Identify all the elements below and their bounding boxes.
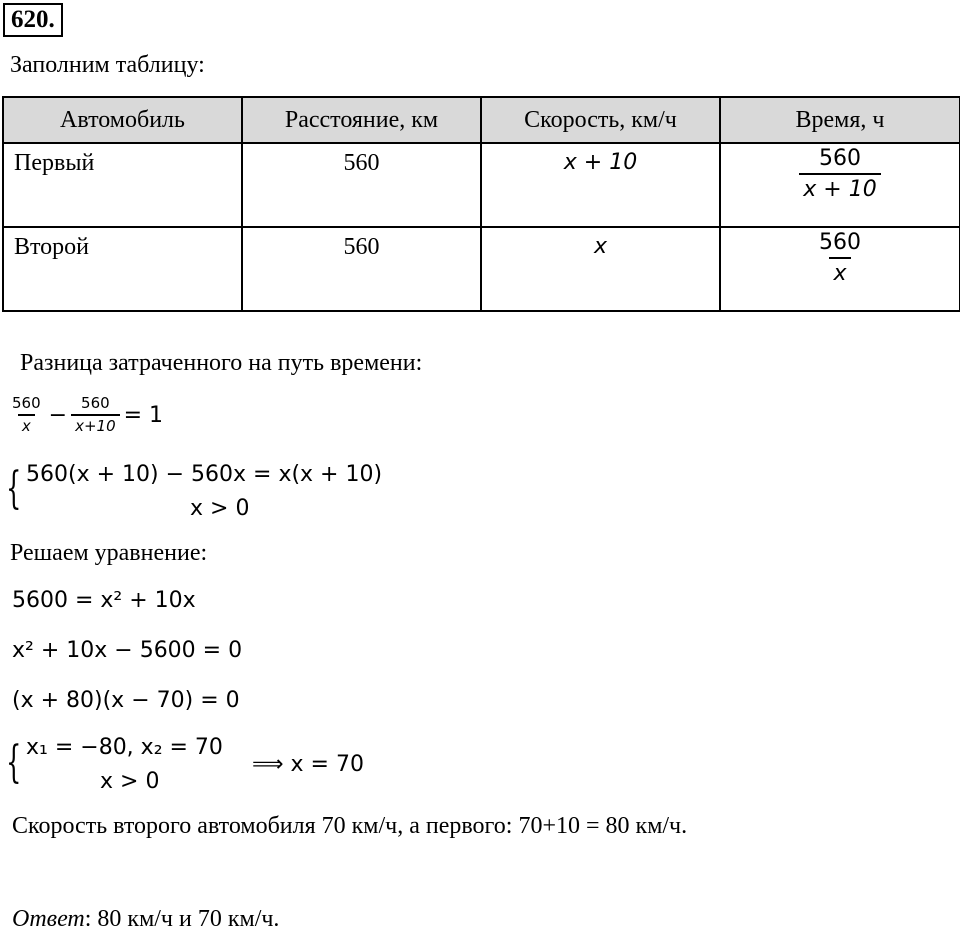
fraction-denominator: x + 10 [799, 173, 880, 202]
equation-fraction-2 [71, 395, 120, 436]
fraction-numerator: 560 [12, 394, 41, 412]
header-speed: Скорость, км/ч [481, 97, 720, 143]
fraction-numerator: 560 [819, 230, 861, 255]
main-equation [8, 395, 163, 436]
cell-distance: 560 [242, 143, 481, 227]
system-brace-2: { [6, 737, 22, 788]
difference-label: Разница затраченного на путь времени: [20, 350, 423, 376]
fraction-numerator: 560 [81, 394, 110, 412]
fraction-denominator: x [829, 257, 850, 286]
conclusion-text: Скорость второго автомобиля 70 км/ч, а первого: 70+10 = 80 км/ч. [12, 813, 688, 839]
problem-number: 620. [3, 3, 63, 37]
time-fraction [815, 230, 865, 287]
equation-fraction-1 [8, 395, 45, 436]
system2-line2: x > 0 [100, 769, 160, 794]
cell-time [720, 227, 960, 311]
header-time: Время, ч [720, 97, 960, 143]
step-1: 5600 = x² + 10x [12, 588, 196, 613]
header-car: Автомобиль [3, 97, 242, 143]
system2-result: ⟹ x = 70 [252, 752, 364, 777]
cell-time [720, 143, 960, 227]
system-brace-1: { [6, 463, 22, 514]
cell-speed: x [481, 227, 720, 311]
fraction-denominator: x [18, 414, 35, 435]
cell-distance: 560 [242, 227, 481, 311]
cell-speed: x + 10 [481, 143, 720, 227]
cell-car: Первый [3, 143, 242, 227]
table-header-row [3, 97, 960, 143]
data-table [2, 96, 960, 312]
minus-sign: − [48, 402, 68, 428]
equation-rhs: = 1 [123, 402, 164, 428]
header-distance: Расстояние, км [242, 97, 481, 143]
answer-line [12, 906, 279, 933]
step-2: x² + 10x − 5600 = 0 [12, 638, 243, 663]
answer-text: : 80 км/ч и 70 км/ч. [84, 906, 280, 932]
system1-line2: x > 0 [190, 496, 250, 521]
system2-line1: x₁ = −80, x₂ = 70 [26, 735, 223, 760]
system1-line1: 560(x + 10) − 560x = x(x + 10) [26, 462, 383, 487]
fraction-numerator: 560 [819, 146, 861, 171]
answer-label: Ответ [12, 906, 85, 932]
table-row [3, 227, 960, 311]
solve-label: Решаем уравнение: [10, 540, 208, 566]
time-fraction [799, 146, 880, 203]
step-3: (x + 80)(x − 70) = 0 [12, 688, 240, 713]
fraction-denominator: x+10 [71, 414, 120, 435]
table-row [3, 143, 960, 227]
cell-car: Второй [3, 227, 242, 311]
intro-text: Заполним таблицу: [10, 52, 205, 78]
